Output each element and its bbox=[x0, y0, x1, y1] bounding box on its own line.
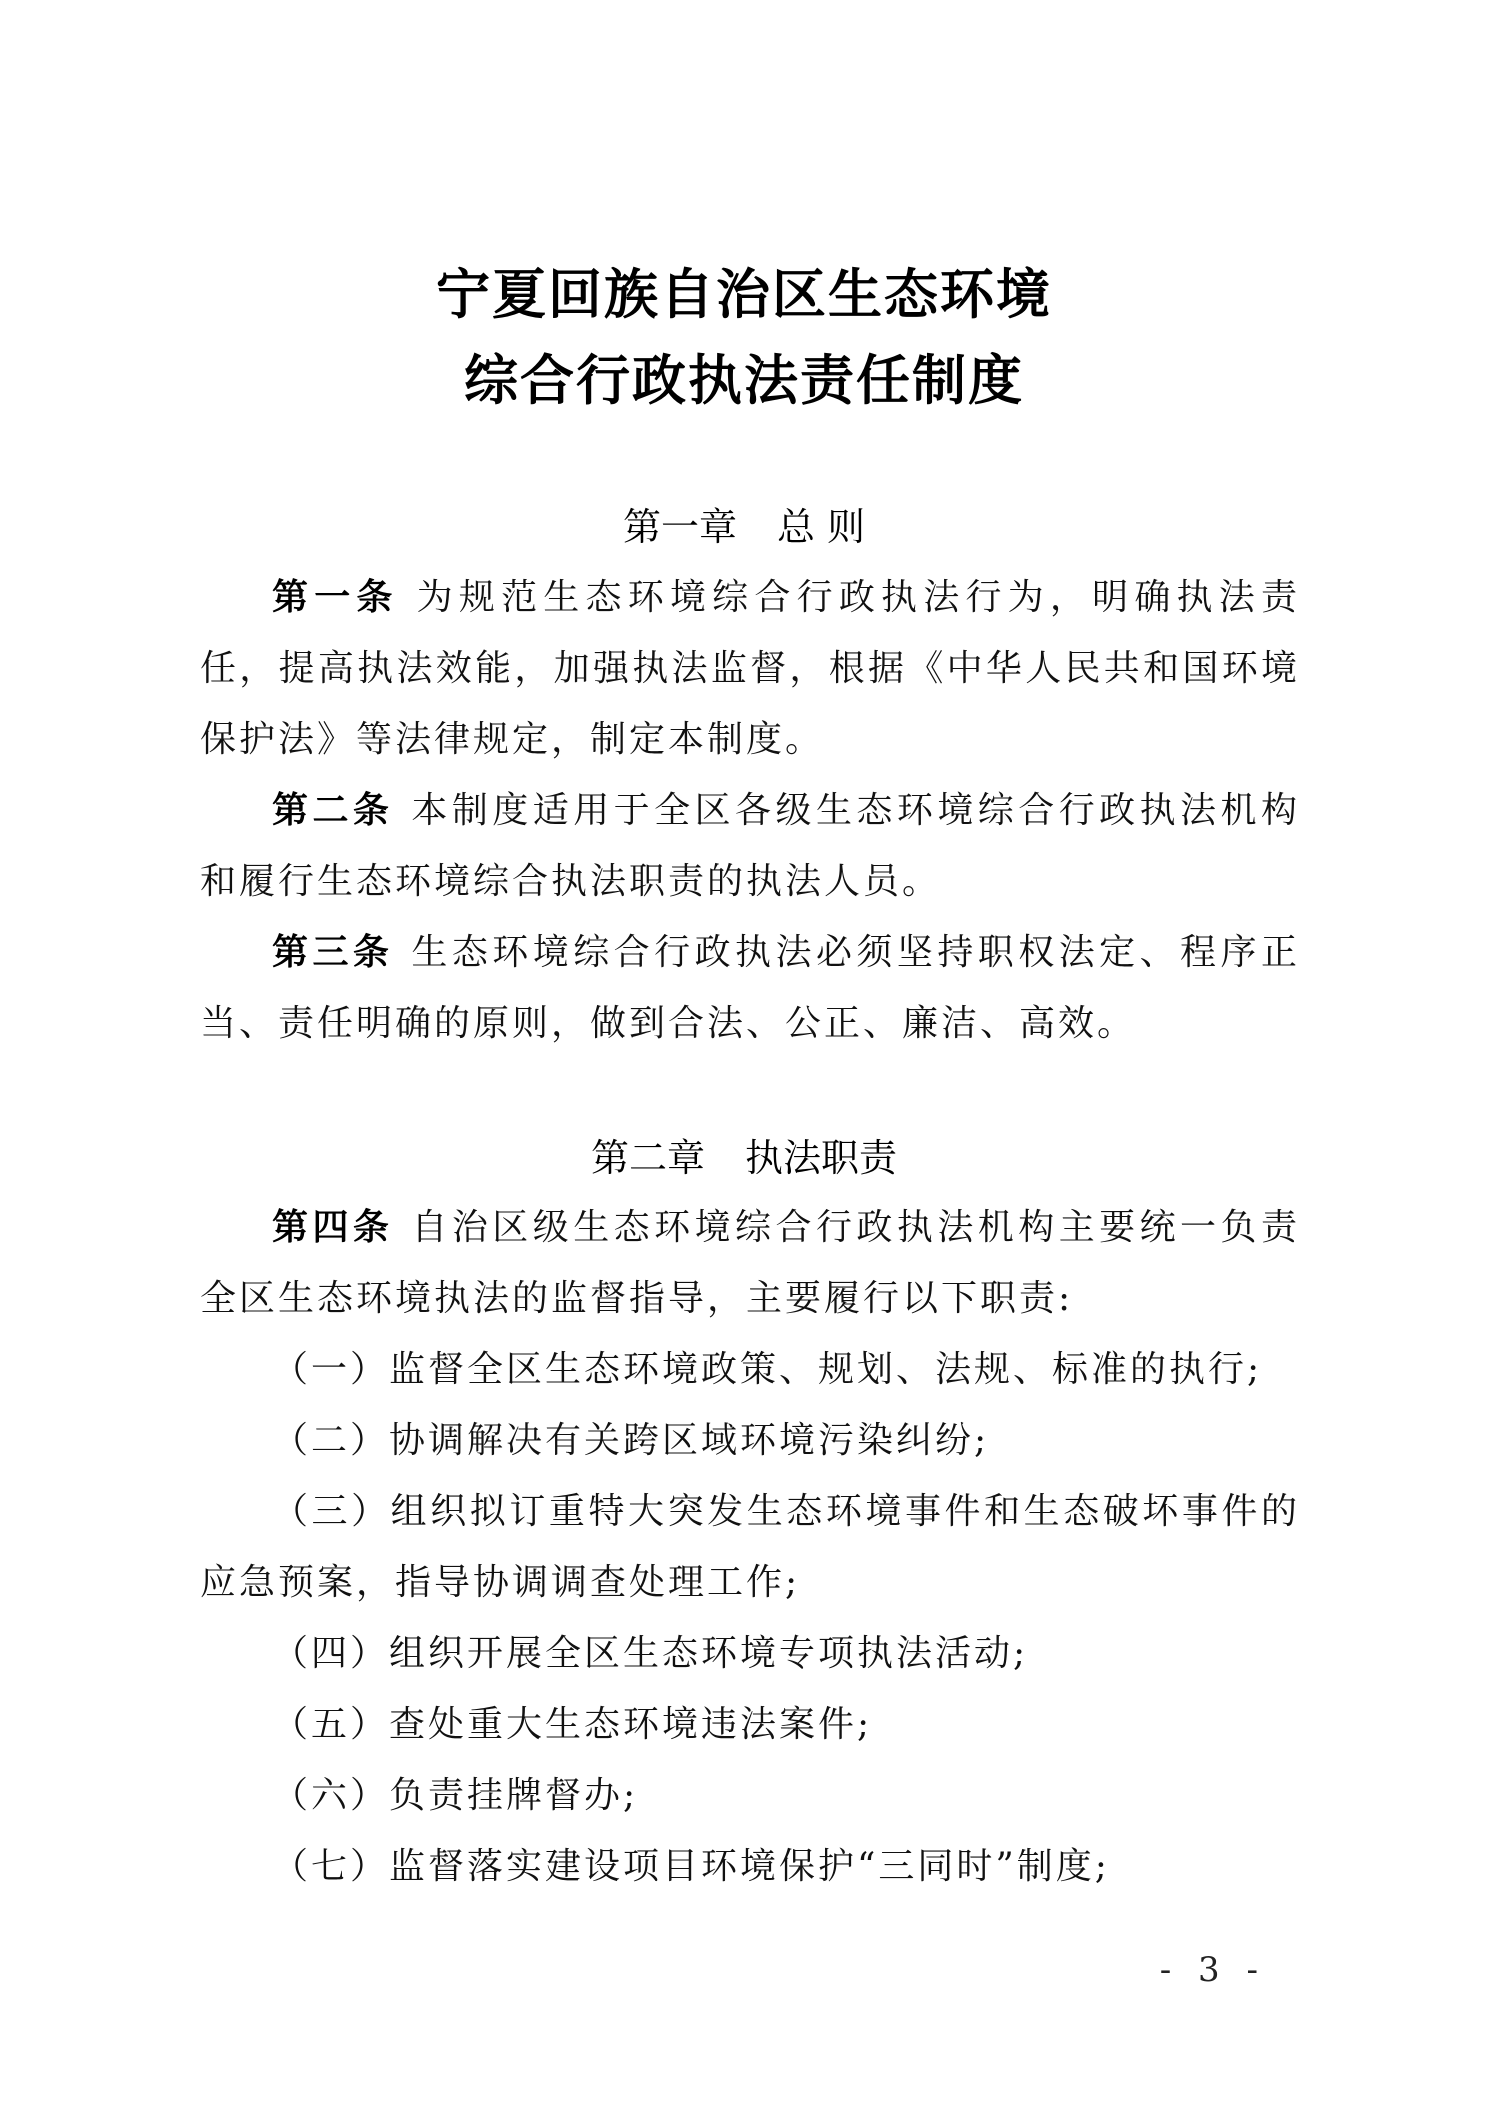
article-4 bbox=[200, 1192, 1300, 1334]
chapter-1-body bbox=[200, 562, 1300, 1059]
article-3 bbox=[200, 917, 1300, 1059]
title-line-2: 综合行政执法责任制度 bbox=[464, 349, 1024, 412]
duty-item-6: （六）负责挂牌督办; bbox=[272, 1775, 639, 1816]
chapter-2-body bbox=[200, 1192, 1300, 1902]
article-4-label: 第四条 bbox=[272, 1207, 394, 1248]
chapter-1-heading bbox=[0, 502, 1488, 552]
title-line-1: 宁夏回族自治区生态环境 bbox=[436, 263, 1052, 326]
article-2 bbox=[200, 775, 1300, 917]
page-number: - 3 - bbox=[1159, 1950, 1266, 1990]
article-2-label: 第二条 bbox=[272, 790, 394, 831]
duty-item-3: （三）组织拟订重特大突发生态环境事件和生态破坏事件的应急预案，指导协调调查处理工作; bbox=[200, 1491, 1300, 1603]
duty-item-4: （四）组织开展全区生态环境专项执法活动; bbox=[272, 1633, 1029, 1674]
chapter-1-name: 总 则 bbox=[776, 505, 866, 549]
article-1 bbox=[200, 562, 1300, 775]
article-1-label: 第一条 bbox=[272, 577, 399, 618]
article-1-text: 为规范生态环境综合行政执法行为，明确执法责任，提高执法效能，加强执法监督，根据《中华人民共和国环境保护法》等法律规定，制定本制度。 bbox=[200, 577, 1300, 760]
duty-item-2: （二）协调解决有关跨区域环境污染纠纷; bbox=[272, 1420, 990, 1461]
chapter-2-name: 执法职责 bbox=[745, 1136, 898, 1180]
article-3-label: 第三条 bbox=[272, 932, 394, 973]
chapter-2-heading bbox=[0, 1133, 1488, 1183]
duty-item-7: （七）监督落实建设项目环境保护“三同时”制度; bbox=[272, 1846, 1110, 1887]
document-title bbox=[0, 252, 1488, 424]
article-4-text: 自治区级生态环境综合行政执法机构主要统一负责全区生态环境执法的监督指导，主要履行以下职责: bbox=[200, 1207, 1300, 1319]
chapter-1-number: 第一章 bbox=[622, 505, 737, 549]
article-2-text: 本制度适用于全区各级生态环境综合行政执法机构和履行生态环境综合执法职责的执法人员。 bbox=[200, 790, 1300, 902]
duty-item-5: （五）查处重大生态环境违法案件; bbox=[272, 1704, 873, 1745]
chapter-2-number: 第二章 bbox=[590, 1136, 705, 1180]
duty-item-1: （一）监督全区生态环境政策、规划、法规、标准的执行; bbox=[272, 1349, 1263, 1390]
article-3-text: 生态环境综合行政执法必须坚持职权法定、程序正当、责任明确的原则，做到合法、公正、廉洁、高效。 bbox=[200, 932, 1300, 1044]
